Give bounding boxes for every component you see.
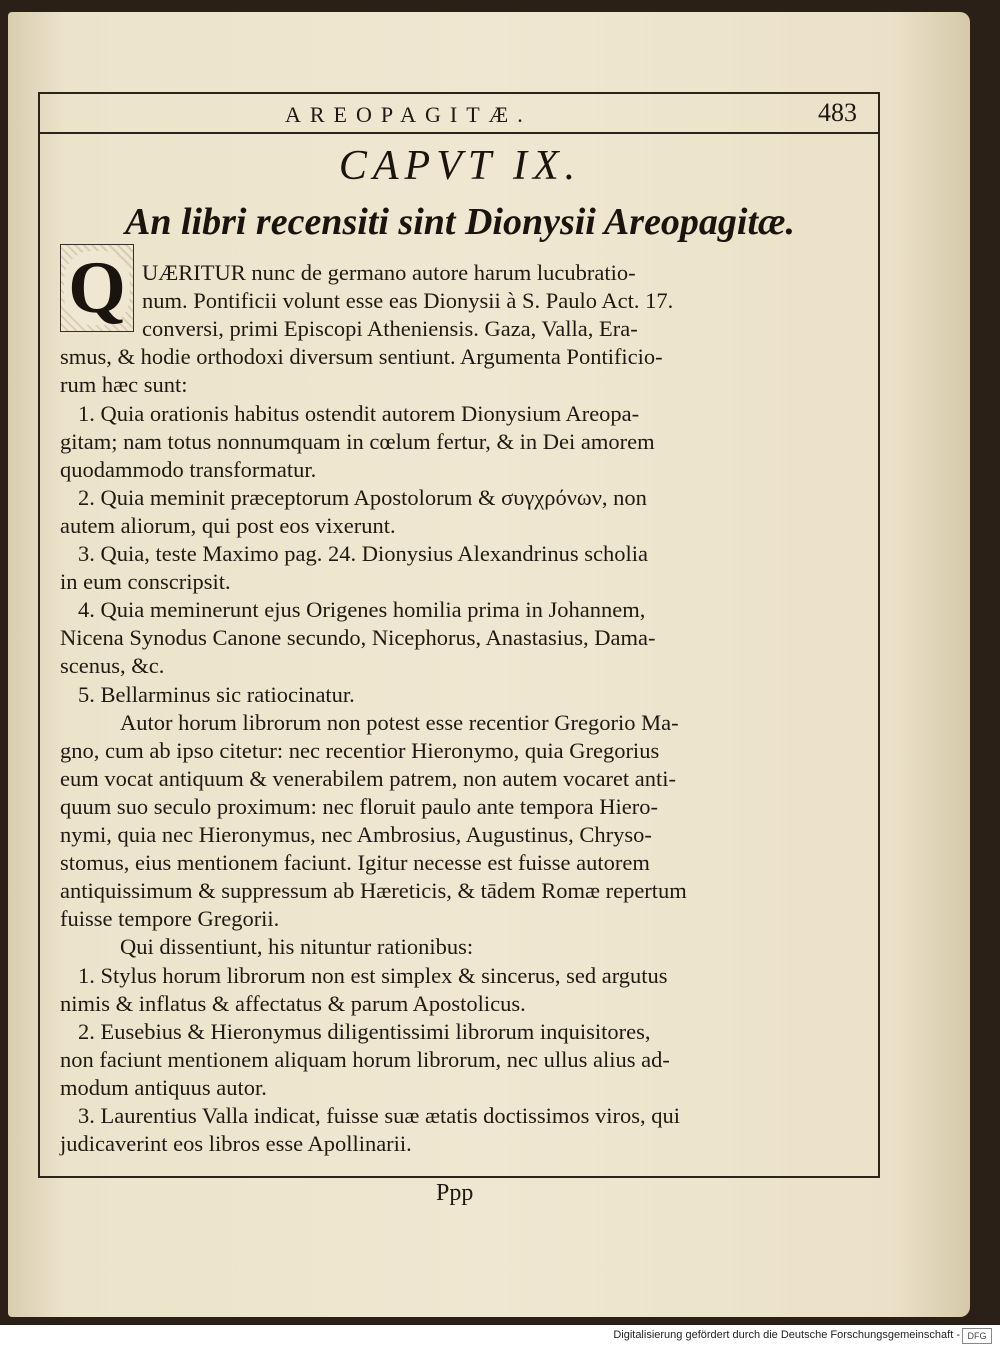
body-line: Nicena Synodus Canone secundo, Nicephorus, Anastasius, Dama-	[60, 625, 656, 651]
body-line: antiquissimum & suppressum ab Hæreticis, & tādem Romæ repertum	[60, 878, 687, 904]
body-line: in eum conscripsit.	[60, 569, 231, 595]
body-line: nymi, quia nec Hieronymus, nec Ambrosius, Augustinus, Chryso-	[60, 822, 652, 847]
body-line: 3. Quia, teste Maximo pag. 24. Dionysius Alexandrinus scholia	[78, 541, 648, 566]
body-line: 2. Quia meminit præceptorum Apostolorum & συγχρόνων, non	[78, 484, 647, 510]
body-line: fuisse tempore Gregorii.	[60, 906, 280, 932]
dfg-logo-icon: DFG	[962, 1328, 992, 1344]
signature-mark: Ppp	[436, 1180, 474, 1206]
body-line: stomus, eius mentionem faciunt. Igitur necesse est fuisse autorem	[60, 850, 650, 876]
body-line: quodammodo transformatur.	[60, 456, 317, 482]
body-line: gno, cum ab ipso citetur: nec recentior Hieronymo, quia Gregorius	[60, 737, 660, 763]
body-line: conversi, primi Episcopi Atheniensis. Gaza, Valla, Era-	[142, 316, 638, 342]
credit-text: Digitalisierung gefördert durch die Deutsche Forschungsgemeinschaft -	[613, 1329, 960, 1341]
body-line: 4. Quia meminerunt ejus Origenes homilia prima in Johannem,	[78, 597, 646, 623]
body-line: quum suo seculo proximum: nec floruit paulo ante tempora Hiero-	[60, 793, 658, 819]
body-line: 1. Stylus horum librorum non est simplex & sincerus, sed argutus	[78, 962, 668, 988]
initial-letter: Q	[64, 251, 130, 325]
body-line: 2. Eusebius & Hieronymus diligentissimi librorum inquisitores,	[78, 1018, 651, 1044]
body-line: num. Pontificii volunt esse eas Dionysii à S. Paulo Act. 17.	[142, 288, 674, 314]
decorated-initial	[60, 244, 134, 332]
body-line: non faciunt mentionem aliquam horum librorum, nec ullus alius ad-	[60, 1046, 670, 1072]
chapter-subtitle: An libri recensiti sint Dionysii Areopagitæ.	[124, 201, 795, 243]
body-line: 5. Bellarminus sic ratiocinatur.	[78, 681, 355, 707]
body-line: Autor horum librorum non potest esse recentior Gregorio Ma-	[120, 709, 679, 735]
header-rule	[38, 132, 878, 134]
body-line: UÆRITUR nunc de germano autore harum lucubratio-	[142, 260, 636, 285]
body-line: autem aliorum, qui post eos vixerunt.	[60, 512, 396, 538]
body-line: nimis & inflatus & affectatus & parum Apostolicus.	[60, 990, 526, 1016]
body-line: rum hæc sunt:	[60, 372, 188, 398]
body-line: modum antiquus autor.	[60, 1074, 267, 1100]
chapter-title: CAPVT IX.	[338, 143, 582, 189]
body-line: scenus, &c.	[60, 653, 165, 679]
body-line: eum vocat antiquum & venerabilem patrem, non autem vocaret anti-	[60, 765, 677, 791]
body-line: gitam; nam totus nonnumquam in cœlum fertur, & in Dei amorem	[60, 428, 655, 454]
body-line: 3. Laurentius Valla indicat, fuisse suæ ætatis doctissimos viros, qui	[78, 1103, 681, 1128]
body-line: Qui dissentiunt, his nituntur rationibus:	[120, 934, 474, 960]
body-line: 1. Quia orationis habitus ostendit autorem Dionysium Areopa-	[78, 400, 640, 426]
body-line: smus, & hodie orthodoxi diversum sentiunt. Argumenta Pontificio-	[60, 344, 663, 370]
running-head: AREOPAGITÆ.	[285, 102, 532, 127]
page-number: 483	[818, 98, 857, 127]
body-line: judicaverint eos libros esse Apollinarii.	[60, 1131, 412, 1157]
